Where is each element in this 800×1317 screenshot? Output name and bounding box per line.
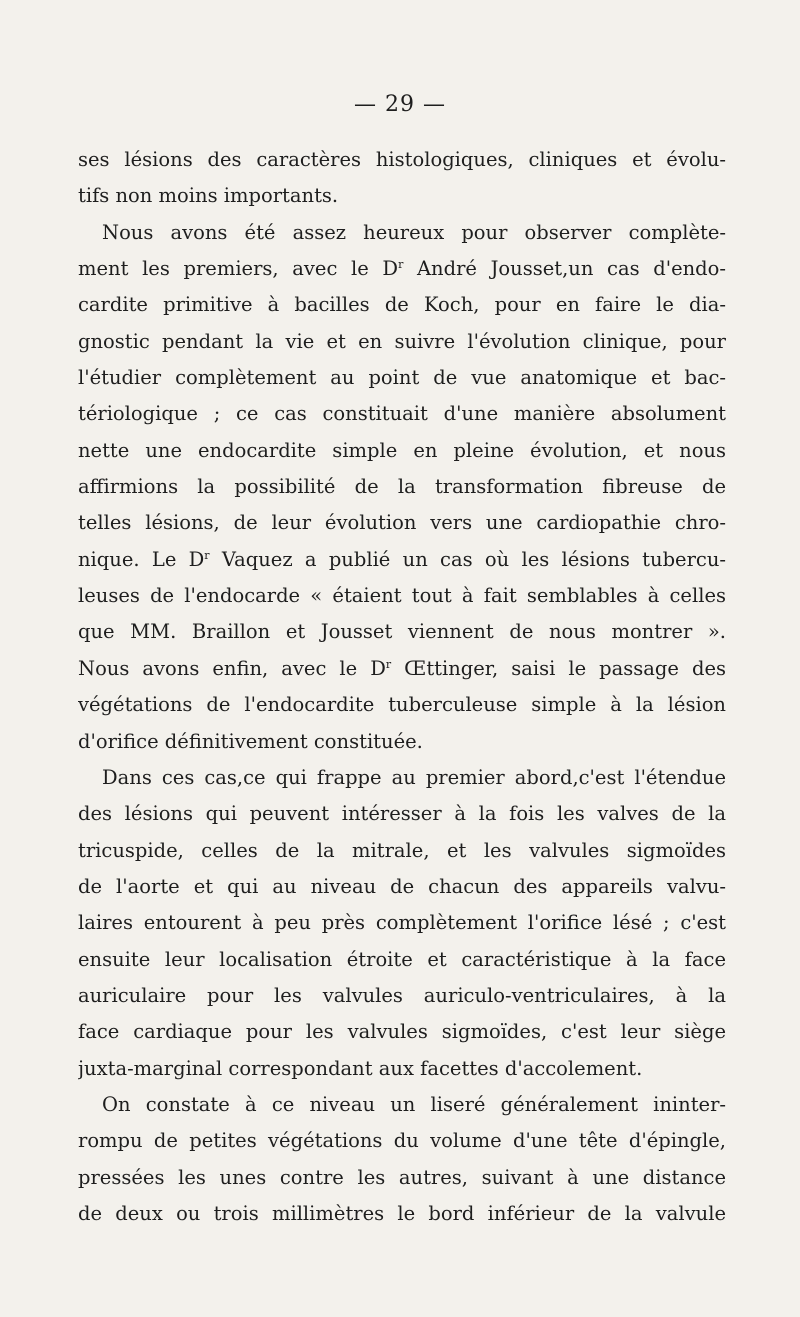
text-line: On constate à ce niveau un liseré généralement ininter- xyxy=(102,1092,726,1116)
text-line: tifs non moins importants. xyxy=(78,184,339,208)
text-line: végétations de l'endocardite tuberculeuse simple à la lésion xyxy=(78,693,726,717)
text-line: tricuspide, celles de la mitrale, et les valvules sigmoïdes xyxy=(78,838,726,862)
text-segment: ment les premiers, avec le D xyxy=(78,257,399,281)
superscript: r xyxy=(385,657,392,671)
text-line: telles lésions, de leur évolution vers une cardiopathie chro- xyxy=(78,511,726,535)
superscript: r xyxy=(204,548,210,562)
text-line: nette une endocardite simple en pleine évolution, et nous xyxy=(78,438,726,462)
text-line: ses lésions des caractères histologiques, cliniques et évolu- xyxy=(78,148,726,171)
text-line: cardite primitive à bacilles de Koch, pour en faire le dia- xyxy=(78,293,726,317)
text-line: pressées les unes contre les autres, suivant à une distance xyxy=(78,1165,726,1189)
text-line: affirmions la possibilité de la transformation fibreuse de xyxy=(78,475,726,499)
body-text xyxy=(78,142,726,1232)
text-line: gnostic pendant la vie et en suivre l'évolution clinique, pour xyxy=(78,329,726,353)
text-line xyxy=(78,251,726,287)
text-segment: Vaquez a publié un cas où les lésions tubercu- xyxy=(209,547,726,571)
text-line: rompu de petites végétations du volume d'une tête d'épingle, xyxy=(78,1129,726,1153)
text-segment: Nous avons enfin, avec le D xyxy=(78,656,386,680)
text-line: d'orifice définitivement constituée. xyxy=(78,729,423,753)
text-line: leuses de l'endocarde « étaient tout à fait semblables à celles xyxy=(78,584,726,608)
text-line: Dans ces cas,ce qui frappe au premier abord,c'est l'étendue xyxy=(102,765,726,789)
text-line: de deux ou trois millimètres le bord inférieur de la valvule xyxy=(78,1201,726,1225)
text-segment: nique. Le D xyxy=(78,547,205,571)
text-line: ensuite leur localisation étroite et caractéristique à la face xyxy=(78,947,726,971)
text-segment: André Jousset,un cas d'endo- xyxy=(403,257,726,281)
text-line: juxta-marginal correspondant aux facettes d'accolement. xyxy=(78,1056,643,1080)
text-line: face cardiaque pour les valvules sigmoïdes, c'est leur siège xyxy=(78,1020,726,1044)
superscript: r xyxy=(398,258,404,272)
text-line: tériologique ; ce cas constituait d'une manière absolument xyxy=(78,402,726,426)
text-segment: Œttinger, saisi le passage des xyxy=(391,656,726,680)
page-number: — 29 — xyxy=(354,92,446,117)
text-line: laires entourent à peu près complètement l'orifice lésé ; c'est xyxy=(78,911,726,935)
text-line: des lésions qui peuvent intéresser à la fois les valves de la xyxy=(78,802,726,826)
text-line: Nous avons été assez heureux pour observer complète- xyxy=(102,220,726,244)
text-line: auriculaire pour les valvules auriculo-ventriculaires, à la xyxy=(78,983,726,1007)
text-line: que MM. Braillon et Jousset viennent de nous montrer ». xyxy=(78,620,726,644)
text-line: l'étudier complètement au point de vue anatomique et bac- xyxy=(78,366,726,390)
text-line xyxy=(78,651,726,687)
text-line xyxy=(78,542,726,578)
text-line: de l'aorte et qui au niveau de chacun des appareils valvu- xyxy=(78,874,726,898)
